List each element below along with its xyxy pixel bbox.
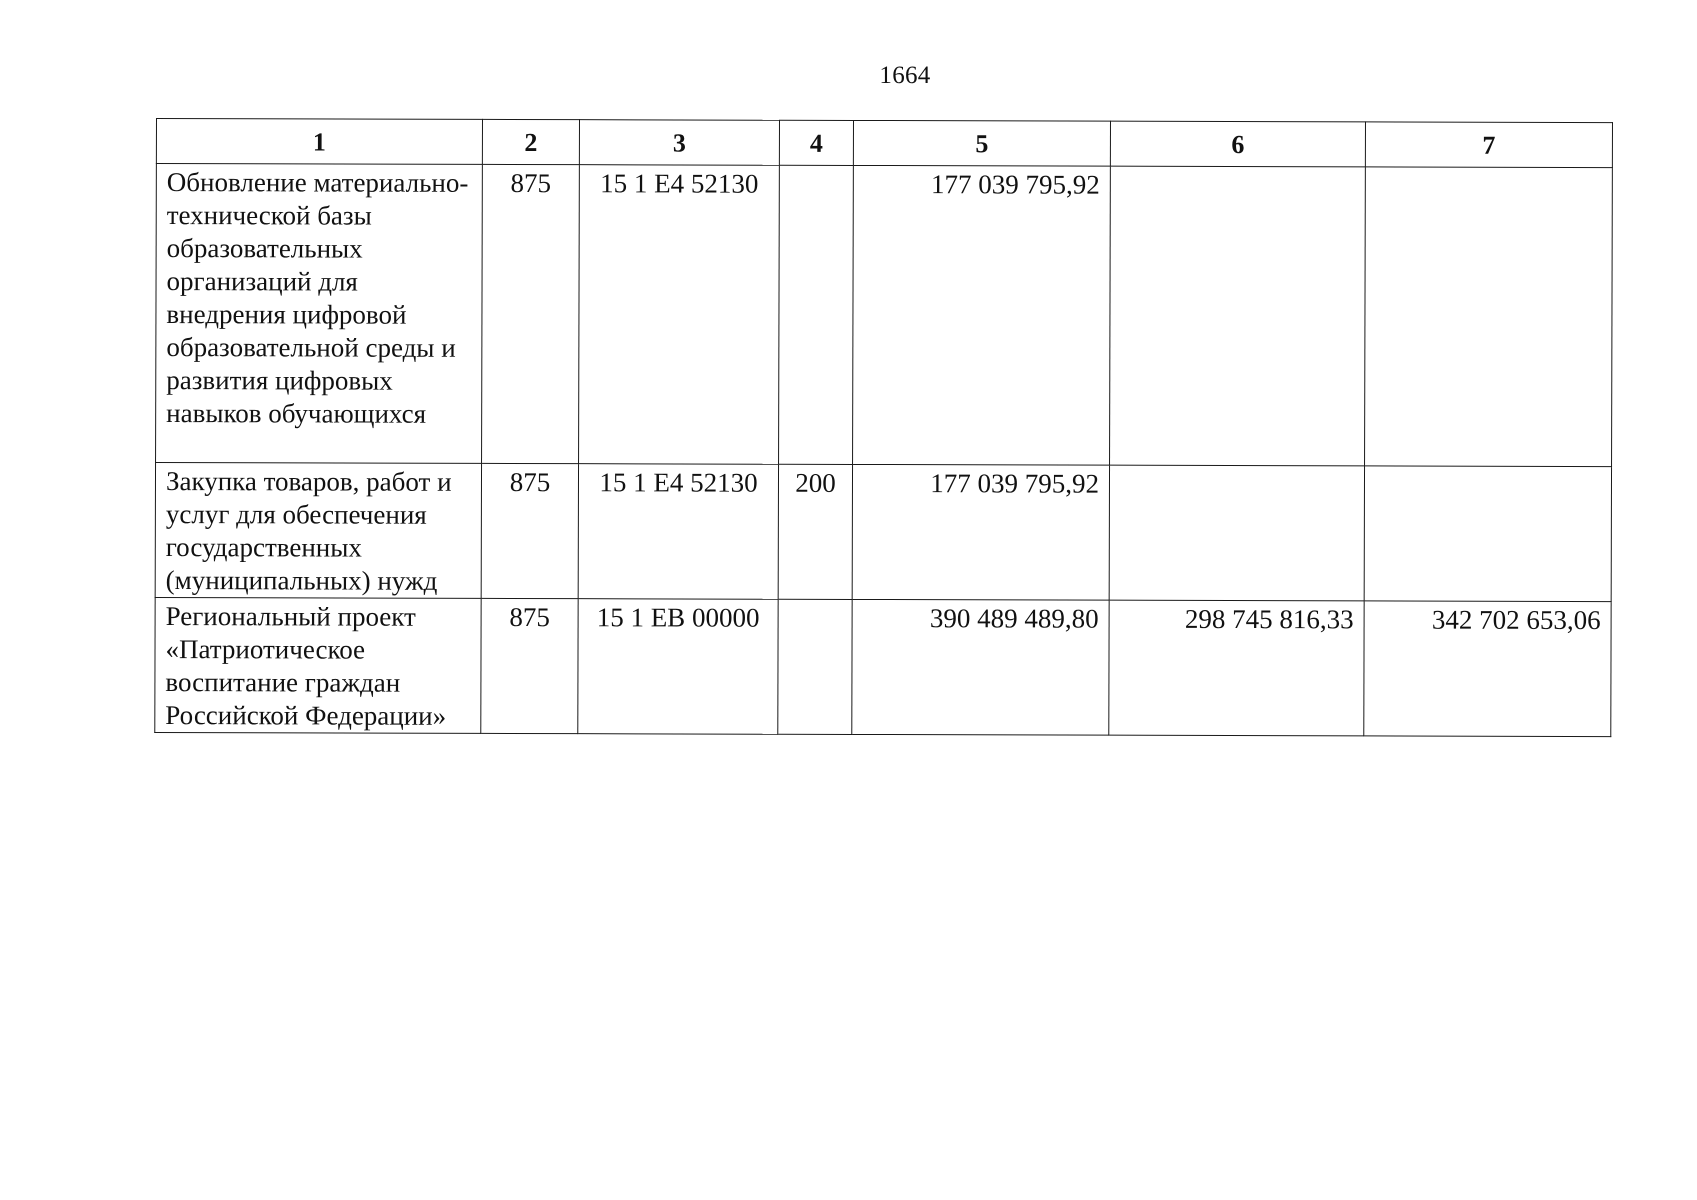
header-col-2: 2 — [482, 119, 579, 164]
header-row — [156, 119, 1612, 168]
row-amount-7-cell — [1365, 167, 1613, 467]
header-col-4: 4 — [779, 120, 853, 165]
row-type-cell — [779, 165, 854, 464]
table-row — [156, 164, 1613, 467]
row-name-cell: Закупка товаров, работ и услуг для обеспечения государственных (муниципальных) нужд — [155, 463, 481, 599]
row-code-cell: 875 — [482, 164, 580, 463]
row-code-cell: 875 — [481, 598, 578, 733]
row-name-cell: Обновление материально-технической базы образовательных организаций для внедрения цифровой образовательной среды и развития цифровых навыков обучающихся — [156, 164, 483, 464]
row-amount-6-cell — [1110, 166, 1366, 466]
header-col-5: 5 — [853, 120, 1110, 166]
row-amount-6-cell: 298 745 816,33 — [1109, 600, 1364, 736]
header-col-3: 3 — [579, 120, 779, 166]
header-col-1: 1 — [156, 119, 482, 165]
row-amount-7-cell: 342 702 653,06 — [1364, 601, 1611, 737]
row-classifier-cell: 15 1 Е4 52130 — [578, 464, 778, 600]
table-row — [155, 597, 1611, 736]
budget-table — [154, 118, 1613, 737]
row-amount-6-cell — [1109, 465, 1364, 601]
row-amount-5-cell: 177 039 795,92 — [853, 165, 1111, 465]
row-type-cell — [778, 599, 852, 734]
row-amount-5-cell: 390 489 489,80 — [852, 599, 1109, 735]
row-code-cell: 875 — [481, 463, 578, 598]
page-number: 1664 — [879, 62, 931, 89]
table-row — [155, 463, 1611, 602]
header-col-6: 6 — [1110, 121, 1365, 167]
row-type-cell: 200 — [778, 464, 852, 599]
row-name-cell: Региональный проект «Патриотическое воспитание граждан Российской Федерации» — [155, 597, 481, 733]
header-col-7: 7 — [1365, 122, 1612, 168]
row-classifier-cell: 15 1 ЕВ 00000 — [578, 599, 778, 735]
row-amount-5-cell: 177 039 795,92 — [852, 464, 1109, 600]
row-amount-7-cell — [1364, 466, 1611, 602]
row-classifier-cell: 15 1 Е4 52130 — [579, 165, 780, 465]
